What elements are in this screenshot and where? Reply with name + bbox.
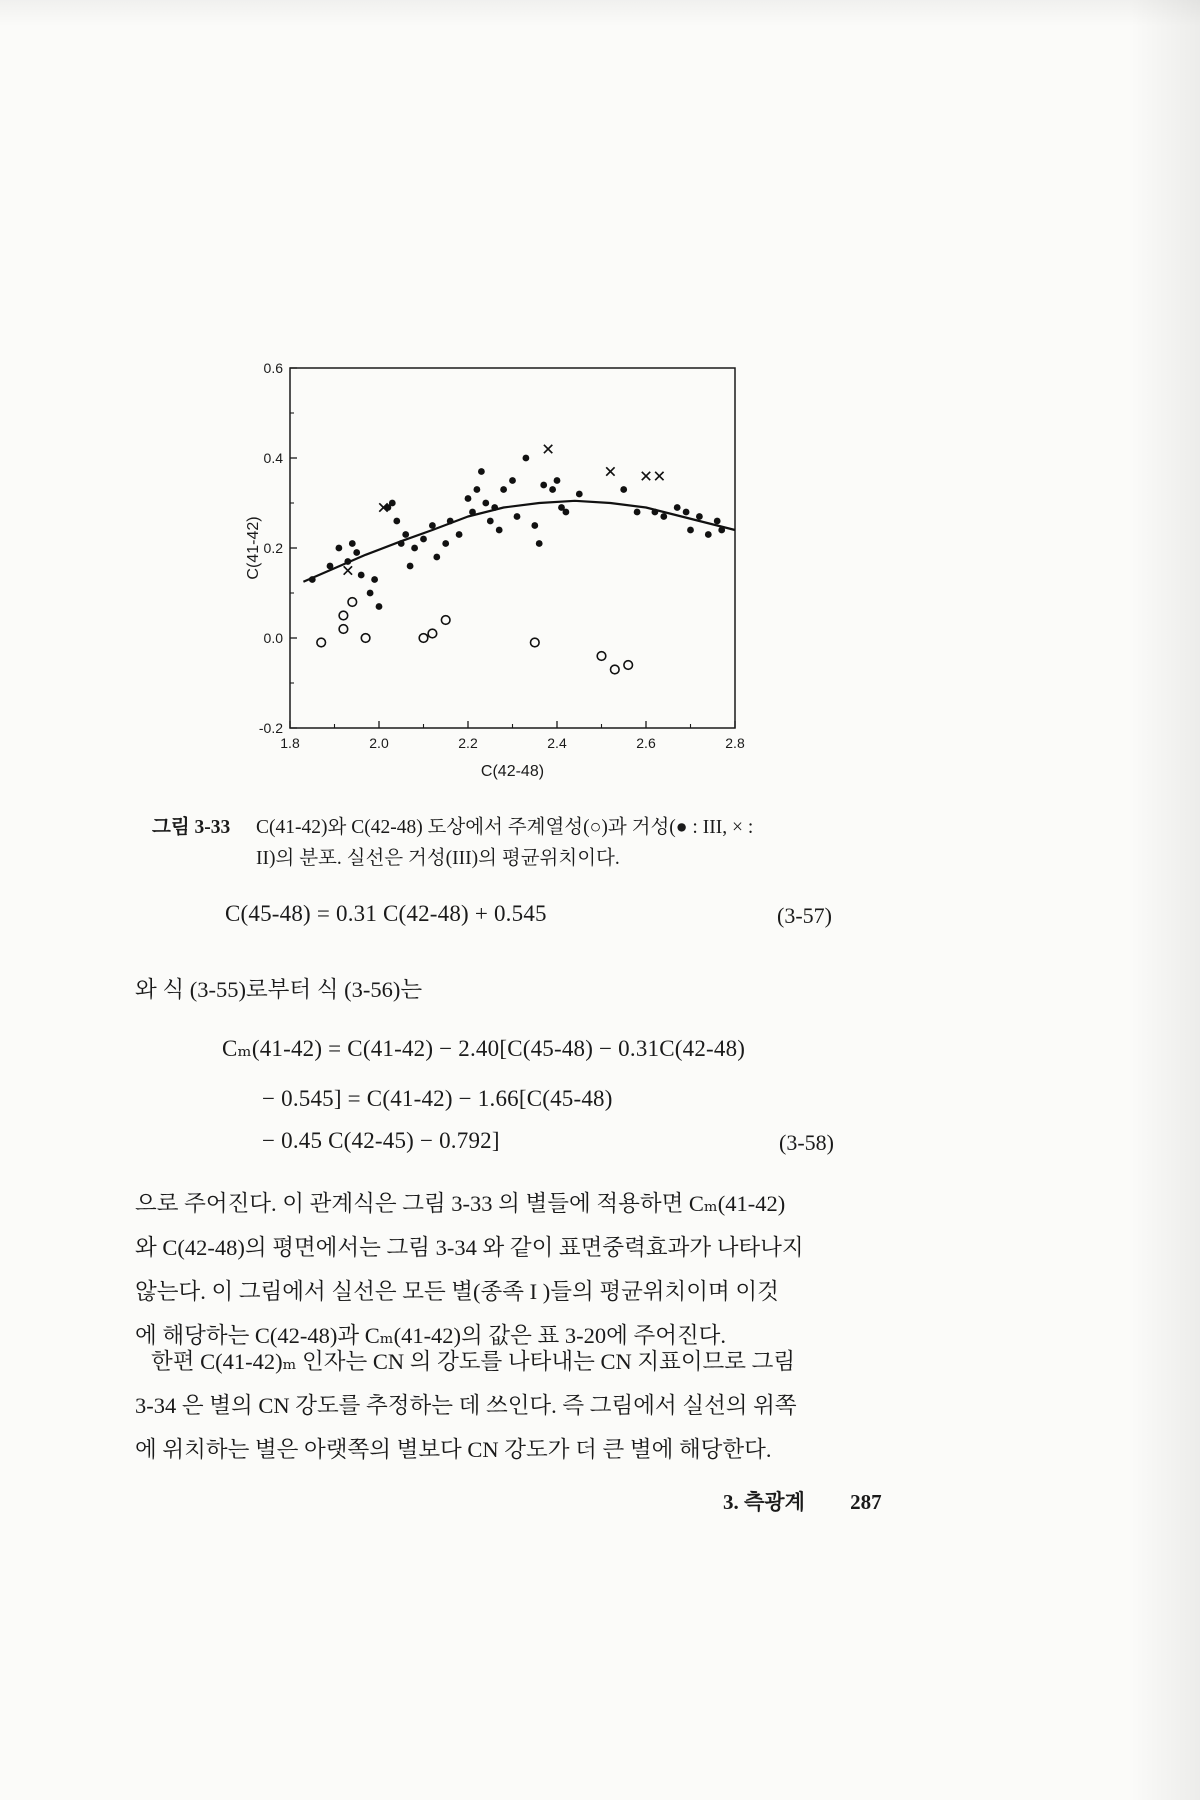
- svg-text:0.6: 0.6: [263, 360, 283, 376]
- paragraph-2-line: 3-34 은 별의 CN 강도를 추정하는 데 쓰인다. 즉 그림에서 실선의 위쪽: [135, 1393, 797, 1418]
- svg-text:0.0: 0.0: [263, 630, 283, 646]
- svg-text:1.8: 1.8: [280, 735, 300, 751]
- scatter-chart: [245, 348, 785, 796]
- equation-3-58-line1: Cₘ(41-42) = C(41-42) − 2.40[C(45-48) − 0.31C(42-48): [222, 1036, 746, 1061]
- figure-caption-text: [256, 812, 952, 874]
- svg-text:C(42-48): C(42-48): [480, 763, 545, 780]
- svg-text:0.4: 0.4: [263, 450, 283, 466]
- connector-text: 와 식 (3-55)로부터 식 (3-56)는: [135, 977, 423, 1002]
- paragraph-2: [135, 1340, 945, 1472]
- figure-caption-line2: II)의 분포. 실선은 거성(III)의 평균위치이다.: [256, 848, 620, 869]
- figure-caption-label: 그림 3-33: [152, 817, 231, 838]
- equation-3-57-number: (3-57): [777, 903, 832, 928]
- figure-caption: [152, 812, 952, 874]
- paragraph-2-line: 에 위치하는 별은 아랫쪽의 별보다 CN 강도가 더 큰 별에 해당한다.: [135, 1437, 772, 1462]
- equation-3-57: C(45-48) = 0.31 C(42-48) + 0.545: [225, 901, 547, 926]
- svg-text:2.4: 2.4: [547, 735, 567, 751]
- svg-text:2.6: 2.6: [636, 735, 656, 751]
- paragraph-1-line: 으로 주어진다. 이 관계식은 그림 3-33 의 별들에 적용하면 Cₘ(41-42): [135, 1191, 786, 1216]
- paragraph-2-line: 한편 C(41-42)ₘ 인자는 CN 의 강도를 나타내는 CN 지표이므로 그림: [151, 1349, 796, 1374]
- figure-3-33: [245, 348, 785, 796]
- svg-text:2.0: 2.0: [369, 735, 389, 751]
- footer-page-number: 287: [850, 1490, 882, 1514]
- figure-caption-line1: C(41-42)와 C(42-48) 도상에서 주계열성(○)과 거성(● : III, × :: [256, 817, 754, 838]
- paragraph-1: [135, 1182, 945, 1358]
- equation-3-58-line2: − 0.545] = C(41-42) − 1.66[C(45-48): [262, 1086, 613, 1111]
- paragraph-1-line: 에 해당하는 C(42-48)과 Cₘ(41-42)의 값은 표 3-20에 주어진다.: [135, 1323, 727, 1348]
- paragraph-1-line: 와 C(42-48)의 평면에서는 그림 3-34 와 같이 표면중력효과가 나타나지: [135, 1235, 804, 1260]
- svg-text:2.2: 2.2: [458, 735, 478, 751]
- svg-text:0.2: 0.2: [263, 540, 283, 556]
- equation-3-58-number: (3-58): [779, 1130, 834, 1155]
- equation-3-58-line3: − 0.45 C(42-45) − 0.792]: [262, 1128, 500, 1153]
- svg-text:C(41-42): C(41-42): [245, 516, 262, 580]
- page-footer: [723, 1486, 882, 1516]
- svg-text:2.8: 2.8: [725, 735, 745, 751]
- paragraph-1-line: 않는다. 이 그림에서 실선은 모든 별(종족 I )들의 평균위치이며 이것: [135, 1279, 779, 1304]
- svg-text:-0.2: -0.2: [258, 720, 283, 736]
- footer-section-title: 3. 측광계: [723, 1490, 805, 1514]
